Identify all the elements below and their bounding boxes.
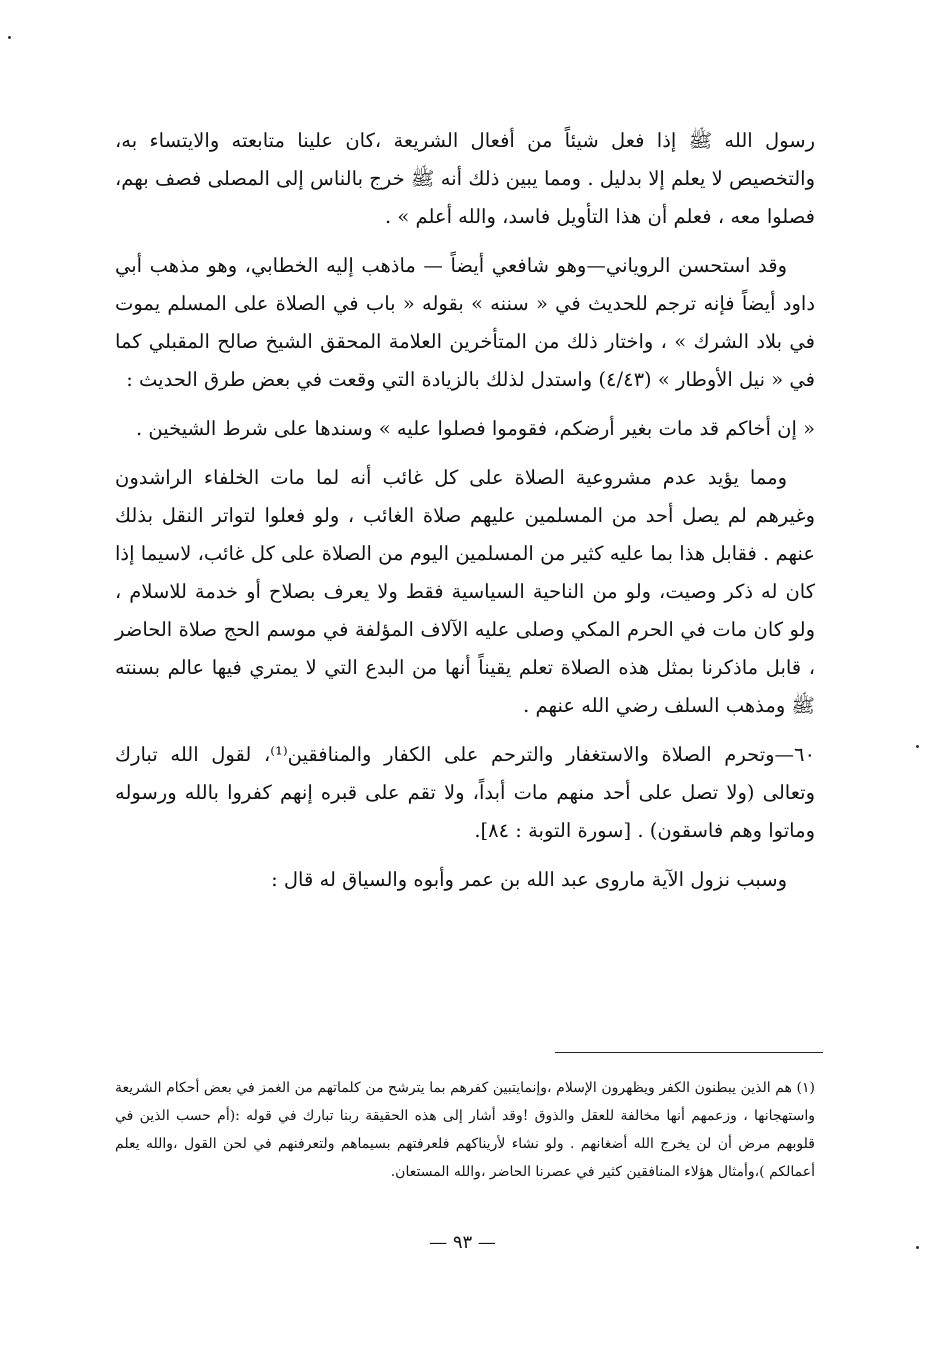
paragraph-3: « إن أخاكم قد مات بغير أرضكم، فقوموا فصلوا عليه » وسندها على شرط الشيخين . <box>136 417 815 440</box>
main-text <box>115 122 815 910</box>
scan-mark <box>8 36 11 39</box>
paragraph-1: رسول الله ﷺ إذا فعل شيئاً من أفعال الشريعة ،كان علينا متابعته والايتساء به، والتخصيص لا يعلم إلا بدليل . ومما يبين ذلك أنه ﷺ خرج بالناس إلى المصلى فصف بهم، فصلوا معه ، فعلم أن هذا التأويل فاسد، والله أعلم » . <box>115 129 815 228</box>
paragraph-6: وسبب نزول الآية ماروى عبد الله بن عمر وأبوه والسياق له قال : <box>271 868 787 891</box>
footnote-1: (١) هم الذين يبطنون الكفر ويظهرون الإسلام ،وإنمايتبين كفرهم بما يترشح من كلماتهم من الغمز في بعض أحكام الشريعة واستهجانها ، وزعمهم أنها مخالفة للعقل والذوق !وقد أشار إلى هذه الحقيقة ربنا تبارك في قوله :(أم حسب الذين في قلوبهم مرض أن لن يخرج الله أضغانهم . ولو نشاء لأريناكهم فلعرفتهم بسيماهم ولتعرفنهم في لحن القول ،والله يعلم أعمالكم )،وأمثال هؤلاء المنافقين كثير في عصرنا الحاضر ،والله المستعان. <box>115 1080 815 1180</box>
footnotes <box>115 1074 815 1186</box>
page-number: — ٩٣ — <box>429 1232 496 1253</box>
paragraph-5: ٦٠—وتحرم الصلاة والاستغفار والترحم على الكفار والمنافقين⁽¹⁾، لقول الله تبارك وتعالى (ولا تصل على أحد منهم مات أبداً، ولا تقم على قبره إنهم كفروا بالله ورسوله وماتوا وهم فاسقون) . [سورة التوبة : ٨٤]. <box>115 743 815 842</box>
footnote-divider <box>555 1052 823 1053</box>
paragraph-4: ومما يؤيد عدم مشروعية الصلاة على كل غائب أنه لما مات الخلفاء الراشدون وغيرهم لم يصل أحد من المسلمين عليهم صلاة الغائب ، ولو فعلوا لتواتر النقل بذلك عنهم . فقابل هذا بما عليه كثير من المسلمين اليوم من الصلاة على كل غائب، لاسيما إذا كان له ذكر وصيت، ولو من الناحية السياسية فقط ولا يعرف بصلاح أو خدمة للاسلام ، ولو كان مات في الحرم المكي وصلى عليه الآلاف المؤلفة في موسم الحج صلاة الحاضر ، قابل ماذكرنا بمثل هذه الصلاة تعلم يقيناً أنها من البدع التي لا يمتري فيها عالم بسنته ﷺ ومذهب السلف رضي الله عنهم . <box>115 466 815 717</box>
scan-mark <box>916 1246 919 1249</box>
paragraph-2: وقد استحسن الروياني—وهو شافعي أيضاً — ماذهب إليه الخطابي، وهو مذهب أبي داود أيضاً فإنه ترجم للحديث في « سننه » بقوله « باب في الصلاة على المسلم يموت في بلاد الشرك » ، واختار ذلك من المتأخرين العلامة المحقق الشيخ صالح المقبلي كما في « نيل الأوطار » (٤/٤٣) واستدل لذلك بالزيادة التي وقعت في بعض طرق الحديث : <box>115 254 815 391</box>
scan-mark <box>916 745 919 748</box>
